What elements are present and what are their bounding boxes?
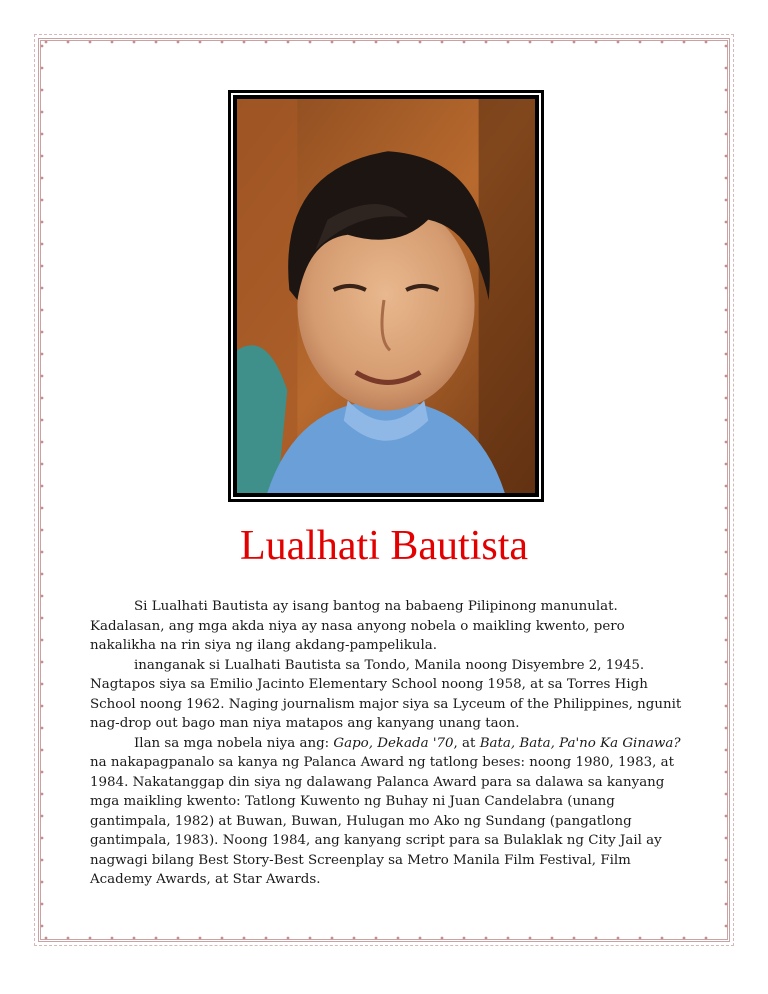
bio-p3-rest: na nakapagpanalo sa kanya ng Palanca Award ng tatlong beses: noong 1980, 1983, at 1984. Nakatanggap din siya ng dalawang Palanca Award para sa dalawa sa kanyang mga maikling kwento: Tatlong Kuwento ng Buhay ni Juan Candelabra (unang gantimpala, 1982) at Buwan, Buwan, Hulugan mo Ako ng Sundang (pangatlong gantimpala, 1983). Noong 1984, ang kanyang script para sa Bulaklak ng City Jail ay nagwagi bilang Best Story-Best Screenplay sa Metro Manila Film Festival, Film Academy Awards, at Star Awards.: [90, 755, 674, 887]
page-title: Lualhati Bautista: [239, 523, 529, 569]
novel-title-2: Bata, Bata, Pa'no Ka Ginawa?: [479, 735, 681, 751]
bio-p3-separator: , at: [453, 735, 480, 751]
biography-text: [90, 597, 690, 890]
novel-title-1: Gapo, Dekada '70: [333, 735, 454, 751]
bio-paragraph-1: Si Lualhati Bautista ay isang bantog na babaeng Pilipinong manunulat. Kadalasan, ang mga akda niya ay nasa anyong nobela o maikling kwento, pero nakalikha na rin siya ng ilang akdang-pampelikula.: [90, 599, 625, 653]
bio-paragraph-2: inanganak si Lualhati Bautista sa Tondo, Manila noong Disyembre 2, 1945. Nagtapos siya sa Emilio Jacinto Elementary School noong 1958, at sa Torres High School noong 1962. Naging journalism major siya sa Lyceum of the Philippines, ngunit nag-drop out bago man niya matapos ang kanyang unang taon.: [90, 657, 682, 731]
bio-paragraph-3: [90, 734, 690, 890]
portrait-frame: [228, 90, 544, 502]
portrait-illustration: [237, 99, 535, 493]
bio-p3-intro: Ilan sa mga nobela niya ang:: [134, 735, 334, 751]
portrait-photo: [231, 93, 541, 499]
